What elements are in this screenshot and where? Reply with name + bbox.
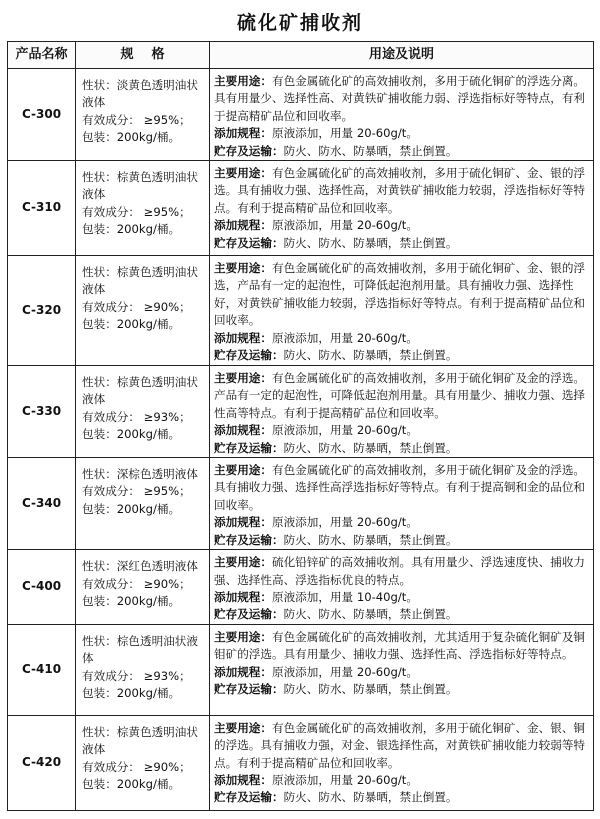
product-spec [76, 715, 210, 810]
product-usage [210, 458, 594, 550]
table-row [8, 161, 594, 256]
table-row [8, 715, 594, 810]
spec-line: 有效成分： ≥95%； [82, 112, 191, 127]
spec-line: 有效成分： ≥95%； [82, 204, 191, 219]
storage-text: 防火、防水、防暴晒，禁止倒置。 [283, 235, 458, 250]
main-use-text: 有色金属硫化矿的高效捕收剂，多用于硫化铜矿、金、银的浮选。具有捕收力强、选择性高，对黄铁矿捕收能力较弱，浮选指标好等特点。有利于提高精矿品位和回收率。 [214, 166, 586, 215]
main-use-label: 主要用途： [214, 261, 272, 276]
storage-label: 贮存及运输： [214, 607, 284, 622]
table-row [8, 550, 594, 625]
add-spec [214, 330, 589, 347]
product-name: C-400 [8, 550, 76, 625]
product-spec [76, 69, 210, 161]
storage [214, 606, 589, 623]
storage-text: 防火、防水、防暴晒，禁止倒置。 [283, 607, 458, 622]
storage [214, 532, 589, 549]
product-name: C-410 [8, 624, 76, 715]
add-spec-label: 添加规程： [214, 664, 272, 679]
add-spec-text: 原液添加，用量 20-60g/t。 [271, 515, 418, 530]
spec-line: 有效成分： ≥90%； [82, 299, 191, 314]
product-table [7, 41, 594, 811]
main-use-text: 有色金属硫化矿的高效捕收剂，多用于硫化铜矿、金、银、铜的浮选。具有捕收力强，对金、银选择性高，对黄铁矿捕收能力较弱等特点。有利于提高精矿品位和回收率。 [214, 720, 586, 770]
spec-line: 有效成分： ≥90%； [82, 576, 191, 591]
header-spec: 规 格 [76, 42, 210, 69]
add-spec-label: 添加规程： [214, 330, 272, 345]
spec-line: 包装：200kg/桶。 [82, 317, 181, 332]
main-use [214, 554, 589, 589]
storage [214, 440, 589, 457]
storage [214, 681, 589, 698]
storage-text: 防火、防水、防暴晒，禁止倒置。 [283, 532, 458, 547]
storage-label: 贮存及运输： [214, 440, 284, 455]
spec-line: 包装：200kg/桶。 [82, 501, 181, 516]
add-spec-text: 原液添加，用量 20-60g/t。 [271, 126, 418, 141]
main-use [214, 629, 589, 664]
product-usage [210, 69, 594, 161]
add-spec [214, 125, 589, 142]
add-spec-text: 原液添加，用量 20-60g/t。 [271, 772, 418, 787]
main-use-text: 有色金属硫化矿的高效捕收剂，多用于硫化铜矿及金的浮选。具有捕收力强、选择性高浮选指标好等特点。有利于提高铜和金的品位和回收率。 [214, 463, 586, 512]
add-spec-text: 原液添加，用量 20-60g/t。 [271, 330, 418, 345]
table-row [8, 458, 594, 550]
product-name: C-340 [8, 458, 76, 550]
main-use-label: 主要用途： [214, 166, 272, 181]
product-usage [210, 161, 594, 256]
spec-line: 性状：棕黄色透明油状液体 [82, 724, 198, 757]
storage [214, 143, 589, 160]
header-product-name: 产品名称 [8, 42, 76, 69]
spec-line: 包装：200kg/桶。 [82, 776, 181, 791]
spec-line: 性状：棕黄色透明油状液体 [82, 265, 198, 297]
table-row [8, 69, 594, 161]
add-spec-text: 原液添加，用量 20-60g/t。 [271, 664, 418, 679]
add-spec [214, 514, 589, 531]
header-usage: 用途及说明 [210, 42, 594, 69]
add-spec-label: 添加规程： [214, 515, 272, 530]
product-spec [76, 256, 210, 366]
main-use [214, 370, 589, 422]
storage-text: 防火、防水、防暴晒，禁止倒置。 [283, 681, 458, 696]
spec-line: 包装：200kg/桶。 [82, 130, 181, 145]
product-spec [76, 550, 210, 625]
spec-line: 有效成分： ≥93%； [82, 409, 191, 424]
storage [214, 789, 589, 806]
storage-label: 贮存及运输： [214, 790, 284, 805]
storage-label: 贮存及运输： [214, 681, 284, 696]
product-name: C-420 [8, 715, 76, 810]
add-spec-label: 添加规程： [214, 218, 272, 233]
main-use-text: 有色金属硫化矿的高效捕收剂，多用于硫化铜矿、金、银的浮选，产品有一定的起泡性，可降低起泡剂用量。具有捕收力强、选择性好，对黄铁矿捕收能力较弱，浮选指标好等特点。有利于提高精矿品位和回收率。 [214, 261, 586, 328]
add-spec [214, 217, 589, 234]
storage-text: 防火、防水、防暴晒，禁止倒置。 [283, 790, 458, 805]
spec-line: 有效成分： ≥93%； [82, 668, 191, 683]
spec-line: 有效成分： ≥95%； [82, 484, 191, 499]
product-spec [76, 161, 210, 256]
product-usage [210, 366, 594, 458]
storage [214, 347, 589, 364]
spec-line: 性状：棕黄色透明油状液体 [82, 170, 198, 202]
storage-text: 防火、防水、防暴晒，禁止倒置。 [283, 143, 458, 158]
product-spec [76, 366, 210, 458]
add-spec [214, 589, 589, 606]
table-row [8, 366, 594, 458]
product-usage [210, 715, 594, 810]
add-spec [214, 772, 589, 789]
main-use-label: 主要用途： [214, 74, 272, 88]
spec-line: 性状：棕黄色透明油状液体 [82, 375, 198, 407]
product-spec [76, 458, 210, 550]
main-use-label: 主要用途： [214, 720, 272, 735]
main-use-label: 主要用途： [214, 463, 272, 478]
main-use [214, 165, 589, 217]
spec-line: 性状：淡黄色透明油状液体 [82, 78, 198, 110]
main-use-label: 主要用途： [214, 555, 272, 570]
table-row [8, 624, 594, 715]
product-name: C-310 [8, 161, 76, 256]
product-name: C-330 [8, 366, 76, 458]
product-usage [210, 624, 594, 715]
main-use-text: 有色金属硫化矿的高效捕收剂，多用于硫化铜矿的浮选分离。具有用量少、选择性高、对黄铁矿捕收能力弱、浮选指标好等特点，有利于提高精矿品位和回收率。 [214, 74, 586, 123]
add-spec-text: 原液添加，用量 20-60g/t。 [271, 423, 418, 438]
main-use-text: 有色金属硫化矿的高效捕收剂，尤其适用于复杂硫化铜矿及铜钼矿的浮选。具有用量少、捕收力强、选择性高、浮选指标好等特点。 [214, 629, 586, 662]
product-usage [210, 256, 594, 366]
storage-label: 贮存及运输： [214, 235, 284, 250]
add-spec-label: 添加规程： [214, 423, 272, 438]
product-spec [76, 624, 210, 715]
add-spec-label: 添加规程： [214, 772, 272, 787]
storage-label: 贮存及运输： [214, 143, 284, 158]
spec-line: 性状：深棕色透明液体 [82, 467, 198, 482]
add-spec [214, 664, 589, 681]
main-use [214, 720, 589, 772]
main-use [214, 260, 589, 330]
add-spec [214, 422, 589, 439]
add-spec-text: 原液添加，用量 20-60g/t。 [271, 218, 418, 233]
main-use-text: 有色金属硫化矿的高效捕收剂，多用于硫化铜矿及金的浮选。产品有一定的起泡性，可降低起泡剂用量。具有用量少、捕收力强、选择性高等特点。有利于提高精矿品位和回收率。 [214, 371, 586, 420]
storage-text: 防火、防水、防暴晒，禁止倒置。 [283, 440, 458, 455]
storage [214, 235, 589, 252]
add-spec-label: 添加规程： [214, 126, 272, 141]
add-spec-text: 原液添加，用量 10-40g/t。 [271, 589, 418, 604]
spec-line: 包装：200kg/桶。 [82, 427, 181, 442]
storage-label: 贮存及运输： [214, 348, 284, 363]
spec-line: 有效成分： ≥90%； [82, 759, 191, 774]
main-use [214, 73, 589, 125]
storage-text: 防火、防水、防暴晒，禁止倒置。 [283, 348, 458, 363]
spec-line: 性状：深红色透明液体 [82, 559, 198, 574]
table-header-row [8, 42, 594, 69]
spec-line: 包装：200kg/桶。 [82, 685, 181, 700]
product-usage [210, 550, 594, 625]
main-use-text: 硫化铅锌矿的高效捕收剂。具有用量少、浮选速度快、捕收力强、选择性高、浮选指标优良的特点。 [214, 555, 586, 587]
spec-line: 性状：棕色透明油状液体 [82, 633, 198, 666]
product-name: C-300 [8, 69, 76, 161]
table-row [8, 256, 594, 366]
storage-label: 贮存及运输： [214, 532, 284, 547]
spec-line: 包装：200kg/桶。 [82, 593, 181, 608]
page-title: 硫化矿捕收剂 [236, 12, 363, 34]
spec-line: 包装：200kg/桶。 [82, 222, 181, 237]
product-name: C-320 [8, 256, 76, 366]
main-use-label: 主要用途： [214, 371, 272, 386]
main-use [214, 462, 589, 514]
add-spec-label: 添加规程： [214, 589, 272, 604]
main-use-label: 主要用途： [214, 629, 272, 644]
